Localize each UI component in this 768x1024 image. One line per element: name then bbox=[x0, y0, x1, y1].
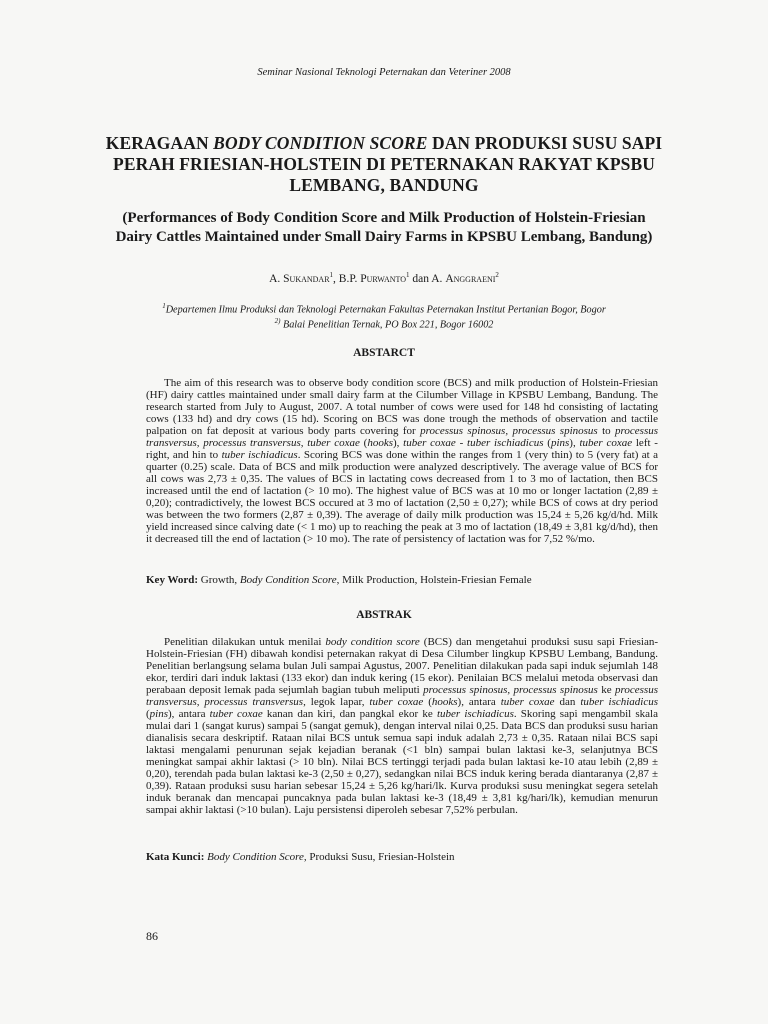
abstrak-italic: tuber ischiadicus bbox=[580, 696, 659, 708]
abstrak-text: (BCS) dan mengetahui produksi susu sapi Friesian-Holstein-Friesian (FH) dibawah kondisi peternakan rakyat di Desa Cilumber lingkup KPSBU Lembang, Bandung. Penelitian berlangsung selama bulan Juli sampai Agustus, 2007. Penelitian dilakukan pada sapi induk sejumlah 148 ekor, terdiri dari induk laktasi (133 ekor) dan induk kering (15 ekor). Penilaian BCS melalui metoda observasi dan perabaan deposit lemak pada sejumlah bagian tubuh meliputi bbox=[146, 636, 658, 696]
abstrak-text: ke bbox=[597, 684, 616, 696]
affiliations bbox=[0, 301, 768, 331]
abstrak-italic: tuber coxae bbox=[369, 696, 424, 708]
abstrak-text: dan bbox=[554, 696, 581, 708]
abstrak-text: Penelitian dilakukan untuk menilai bbox=[164, 636, 326, 648]
author-name: Anggraeni bbox=[445, 272, 496, 285]
abstract-text: The aim of this research was to observe body condition score (BCS) and milk production of Holstein-Friesian (HF) dairy cattles maintained under small dairy farm at the Cilumber Village in KPSBU Lembang, Bandung. The research started from July to August, 2007. A total number of cows were used for 148 hd consisting of lactating cows (133 hd) and dry cows (15 hd). Scoring on BCS was done trough the methods of observation and tactile palpation on fat deposit at various body parts covering for bbox=[146, 377, 658, 437]
abstrak-text: ( bbox=[423, 696, 432, 708]
affil-mark: 2) bbox=[274, 316, 281, 325]
author-affil-mark: 2 bbox=[495, 271, 499, 279]
keywords-indonesian bbox=[146, 851, 666, 863]
abstract-text: ), bbox=[392, 437, 404, 449]
abstrak-italic: processus spinosus, processus spinosus bbox=[423, 684, 598, 696]
abstract-text: ), bbox=[569, 437, 580, 449]
author-initial: A. bbox=[269, 272, 284, 285]
abstrak-italic: tuber ischiadicus bbox=[436, 708, 514, 720]
abstract-text: to bbox=[597, 425, 616, 437]
abstrak-italic: pins bbox=[149, 708, 169, 720]
kata-kunci-label: Kata Kunci: bbox=[146, 851, 205, 863]
abstract-text: ( bbox=[359, 437, 368, 449]
author-affil-mark: 1 bbox=[406, 271, 410, 279]
keywords-text: , Milk Production, Holstein-Friesian Female bbox=[336, 574, 532, 586]
abstrak-text: , legok lapar, bbox=[303, 696, 370, 708]
author-name: Sukandar bbox=[283, 272, 330, 285]
abstract-english bbox=[146, 377, 658, 545]
abstrak-italic: body condition score bbox=[325, 636, 420, 648]
abstract-italic: tuber coxae bbox=[579, 437, 633, 449]
abstract-indonesian bbox=[146, 636, 658, 816]
abstrak-heading: ABSTRAK bbox=[356, 609, 412, 621]
affil-text: Balai Penelitian Ternak, PO Box 221, Bogor 16002 bbox=[280, 319, 494, 331]
abstract-italic: hooks bbox=[367, 437, 393, 449]
title-part: KERAGAAN bbox=[105, 133, 214, 153]
affil-text: Departemen Ilmu Produksi dan Teknologi Peternakan Fakultas Peternakan Institut Pertanian Bogor, Bogor bbox=[165, 304, 606, 316]
author-name: Purwanto bbox=[360, 272, 407, 285]
running-header: Seminar Nasional Teknologi Peternakan dan Veteriner 2008 bbox=[257, 67, 511, 78]
title-part: DAN PRODUKSI SUSU SAPI PERAH FRIESIAN-HOLSTEIN DI PETERNAKAN RAKYAT KPSBU LEMBANG, BANDUNG bbox=[113, 133, 663, 195]
abstract-italic: processus transversus, processus transversus, tuber coxae bbox=[146, 425, 659, 449]
abstract-italic: tuber coxae - tuber ischiadicus bbox=[403, 437, 544, 449]
affil-mark: 1 bbox=[162, 302, 166, 310]
abstract-heading: ABSTARCT bbox=[353, 347, 415, 359]
abstract-text: . Scoring BCS was done within the ranges from 1 (very thin) to 5 (very fat) at a quarter (0.25) scale. Data of BCS and milk production were analyzed descriptively. The average value of BCS for all cows was 2,73 ± 0,35. The values of BCS in lactating cows decreased from 1 to 3 mo of lactation, then BCS increased until the end of lactation (> 10 mo). The highest value of BCS was at 10 mo or longer lactation (2,89 ± 0,20); contradictively, the lowest BCS occured at 3 mo of lactation (2,50 ± 0,27); while BCS of cows at dry period was between the two formers (2,87 ± 0,39). The average of daily milk production was 15,24 ± 5,26 kg/d/hd. Milk yield increased since calving date (< 1 mo) up to reaching the peak at 3 mo of lactation (18,49 ± 3,81 kg/d/hd), then it decreased till the end of lactation (> 10 mo). The rate of persistency of lactation was for 7,52 %/mo. bbox=[146, 449, 658, 545]
author-affil-mark: 1 bbox=[329, 271, 334, 279]
kata-kunci-italic: Body Condition Score, bbox=[204, 851, 307, 863]
keywords-text: Growth, bbox=[198, 574, 240, 586]
abstract-italic: tuber ischiadicus bbox=[221, 449, 298, 461]
page-number: 86 bbox=[146, 929, 158, 943]
author-separator: dan A. bbox=[409, 272, 446, 285]
english-title: (Performances of Body Condition Score and Milk Production of Holstein-Friesian Dairy Cattles Maintained under Small Dairy Farms in KPSBU Lembang, Bandung) bbox=[115, 210, 653, 245]
abstrak-italic: tuber coxae bbox=[209, 708, 263, 720]
abstrak-text: kanan dan kiri, dan pangkal ekor ke bbox=[262, 708, 437, 720]
abstract-italic: processus spinosus, processus spinosus bbox=[420, 425, 598, 437]
title-italic-part: BODY CONDITION SCORE bbox=[213, 133, 428, 153]
keywords-label: Key Word: bbox=[146, 574, 199, 586]
abstrak-text: ), antara bbox=[457, 696, 501, 708]
affiliation-1 bbox=[0, 301, 768, 316]
abstrak-italic: tuber coxae bbox=[500, 696, 555, 708]
abstrak-italic: hooks bbox=[431, 696, 458, 708]
abstrak-italic: processus transversus, processus transversus bbox=[146, 684, 658, 708]
keywords-italic: Body Condition Score bbox=[239, 574, 337, 586]
abstract-italic: pins bbox=[550, 437, 570, 449]
abstract-text: left - right, and hin to bbox=[146, 437, 658, 461]
abstrak-text: . Skoring sapi mengambil skala mulai dari 1 (sangat kurus) sampai 5 (sangat gemuk), dengan interval nilai 0,25. Data BCS dan produksi susu harian dianalisis secara deskriptif. Rataan nilai BCS untuk semua sapi induk adalah 2,73 ± 0,35. Rataan nilai BCS sapi laktasi mengalami penurunan sejak kejadian beranak (<1 bln) sampai bulan laktasi ke-3, selanjutnya BCS meningkat sampai akhir laktasi (> 10 bln). Nilai BCS tertinggi terjadi pada bulan laktasi ke-10 atau lebih (2,89 ± 0,20), terendah pada bulan laktasi ke-3 (2,50 ± 0,27), sedangkan nilai BCS induk kering berada diantaranya (2,87 ± 0,39). Rataan produksi susu harian sebesar 15,24 ± 5,26 kg/hari/lk. Kurva produksi susu meningkat segera setelah induk beranak dan mencapai puncaknya pada bulan laktasi ke-3 (18,49 ± 3,81 kg/hari/lk), kemudian menurun sampai akhir laktasi (>10 bulan). Laju persistensi diperoleh sebesar 7,52% perbulan. bbox=[146, 708, 658, 816]
abstrak-text: ( bbox=[146, 708, 150, 720]
abstrak-text: ), antara bbox=[168, 708, 210, 720]
paper-title bbox=[100, 133, 668, 196]
author-list bbox=[0, 271, 768, 285]
author-separator: , B.P. bbox=[333, 272, 361, 285]
kata-kunci-text: Produksi Susu, Friesian-Holstein bbox=[306, 851, 455, 863]
affiliation-2 bbox=[0, 316, 768, 331]
keywords-english bbox=[146, 574, 666, 586]
abstract-text: ( bbox=[543, 437, 551, 449]
